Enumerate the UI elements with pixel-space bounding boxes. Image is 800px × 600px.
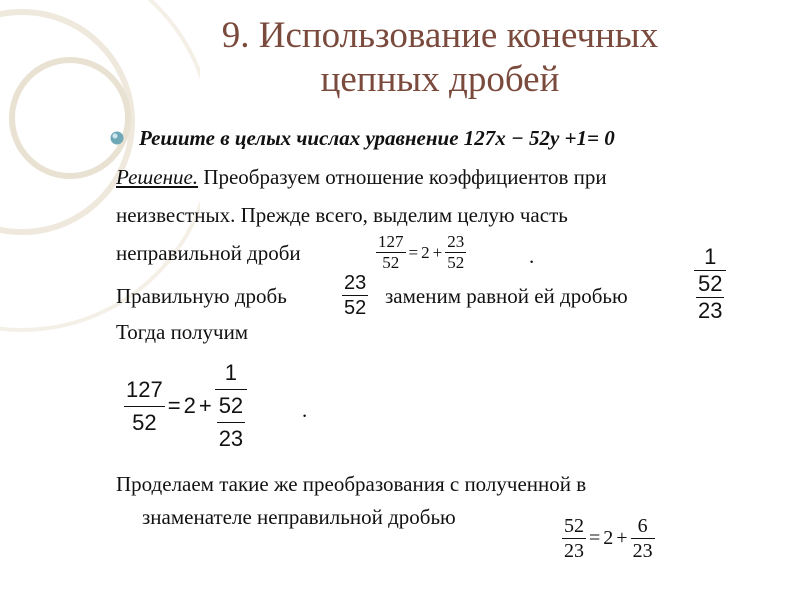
period: . <box>529 244 535 268</box>
fraction-6-23 <box>631 514 655 563</box>
nested-fraction <box>696 271 724 324</box>
nested-fraction <box>217 390 245 455</box>
integer-part: 2 <box>603 527 614 549</box>
equation-2 <box>124 357 247 455</box>
numerator: 127 <box>126 376 163 402</box>
equals-sign: = <box>589 527 601 549</box>
numerator: 127 <box>378 232 404 251</box>
fraction-23-52 <box>445 232 466 273</box>
numerator: 52 <box>698 271 723 296</box>
solution-line-2: неизвестных. Прежде всего, выделим целую часть <box>116 203 568 227</box>
numerator: 23 <box>344 272 367 294</box>
denominator: 23 <box>218 426 244 451</box>
equation-3 <box>562 514 655 563</box>
numerator: 52 <box>564 515 584 537</box>
solution-line-3: неправильной дроби <box>116 241 301 265</box>
fraction-1-over-52-23 <box>694 244 726 324</box>
equation-1 <box>376 232 466 273</box>
denominator: 52 <box>382 253 400 272</box>
denominator: 52 <box>344 297 367 319</box>
denominator: 52 <box>132 409 157 435</box>
integer-part: 2 <box>183 393 196 418</box>
integer-part: 2 <box>421 242 430 262</box>
solution-line-6: Проделаем такие же преобразования с полученной в <box>116 472 587 496</box>
fraction-127-52 <box>376 232 406 273</box>
fraction-1-over-52-23 <box>215 357 247 455</box>
title-line-2: цепных дробей <box>320 59 560 100</box>
slide-title <box>110 14 770 102</box>
numerator: 1 <box>224 360 238 385</box>
plus-sign: + <box>432 242 443 262</box>
solution-line-1 <box>116 165 607 190</box>
task-statement: Решите в целых числах уравнение 127x − 52y +1= 0 <box>139 126 615 150</box>
solution-line-5: Тогда получим <box>116 320 249 344</box>
plus-sign: + <box>616 527 628 549</box>
equals-sign: = <box>167 393 181 418</box>
solution-line-4-a: Правильную дробь <box>116 284 287 308</box>
numerator: 52 <box>218 393 244 418</box>
numerator: 1 <box>704 244 717 269</box>
fraction-23-52-inline <box>342 271 368 320</box>
numerator: 23 <box>447 232 465 251</box>
denominator: 23 <box>632 540 653 562</box>
title-line-1: 9. Использование конечных <box>221 15 659 56</box>
solution-line-1-text: Преобразуем отношение коэффициентов при <box>198 165 607 189</box>
fraction-127-52 <box>124 374 165 439</box>
denominator: 23 <box>564 540 584 562</box>
denominator <box>215 390 247 455</box>
bullet-icon <box>110 131 124 145</box>
solution-line-4-b: заменим равной ей дробью <box>385 284 628 308</box>
fraction <box>342 271 368 320</box>
denominator <box>694 271 726 324</box>
fraction <box>694 244 726 324</box>
solution-line-7: знаменателе неправильной дробью <box>142 505 456 529</box>
solution-label: Решение. <box>116 165 199 189</box>
period: . <box>302 398 308 422</box>
equals-sign: = <box>408 242 419 262</box>
numerator: 6 <box>637 515 648 537</box>
denominator: 52 <box>447 253 465 272</box>
fraction-52-23 <box>562 514 586 563</box>
plus-sign: + <box>198 393 212 418</box>
denominator: 23 <box>698 298 723 323</box>
